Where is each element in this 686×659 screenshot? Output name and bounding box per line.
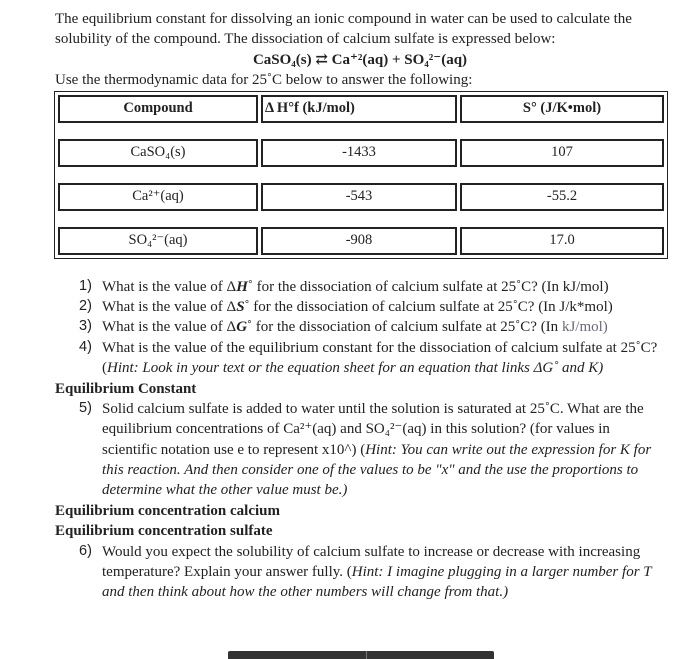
cell-enthalpy: -1433	[261, 139, 457, 167]
table-header-row	[58, 95, 664, 123]
question-number: 3)	[79, 318, 92, 335]
bottom-toolbar[interactable]	[228, 651, 494, 659]
question-6: 6) Would you expect the solubility of calcium sulfate to increase or decrease with increasing temperature? Explain your answer fully. (Hint: I imagine plugging in a larger number for T and then think about how the other numbers will change from that.)	[79, 542, 652, 601]
question-number: 2)	[79, 297, 92, 314]
thermodynamic-data-table	[54, 91, 668, 259]
answer-label-equilibrium-constant: Equilibrium Constant	[55, 380, 197, 397]
cell-enthalpy: -543	[261, 183, 457, 211]
hint-text: Hint: You can write out the expression for K for this reaction. And then consider one of the values to be "x" and the use the proportions to determine what the other value must be.)	[102, 441, 652, 499]
question-2: 2) What is the value of ΔS˚ for the dissociation of calcium sulfate at 25˚C? (In J/k*mol)	[79, 297, 613, 315]
question-5: 5) Solid calcium sulfate is added to water until the solution is saturated at 25˚C. What are the equilibrium concentrations of Ca²⁺(aq) and SO₄²⁻(aq) in this solution? (for values in scientific notation use e to represent x10^) (Hint: You can write out the expression for K for this reaction. And then consider one of the values to be "x" and the use the proportions to determine what the other value must be.)	[79, 399, 652, 499]
dissociation-equation: CaSO₄(s) ⇄ Ca⁺²(aq) + SO₄²⁻(aq)	[252, 51, 468, 68]
cell-enthalpy: -908	[261, 227, 457, 255]
question-4: 4) What is the value of the equilibrium constant for the dissociation of calcium sulfate at 25˚C? (Hint: Look in your text or the equation sheet for an equation that links ΔG˚ and K)	[79, 338, 658, 377]
table-row	[58, 139, 664, 167]
cell-entropy: 17.0	[460, 227, 664, 255]
cell-entropy: -55.2	[460, 183, 664, 211]
document	[55, 9, 665, 603]
cell-compound: Ca²⁺(aq)	[58, 183, 258, 211]
cell-compound: CaSO₄(s)	[58, 139, 258, 167]
question-number: 6)	[79, 542, 92, 559]
question-list	[55, 277, 665, 379]
hint-text: Hint: Look in your text or the equation sheet for an equation that links ΔG˚ and K)	[107, 360, 604, 377]
question-number: 5)	[79, 399, 92, 416]
answer-label-concentration-calcium: Equilibrium concentration calcium	[55, 502, 280, 519]
cell-compound: SO₄²⁻(aq)	[58, 227, 258, 255]
question-number: 4)	[79, 338, 92, 355]
table-instruction: Use the thermodynamic data for 25˚C below to answer the following:	[55, 72, 473, 89]
table-row	[58, 183, 664, 211]
hint-text: Hint: I imagine plugging in a larger number for T and then think about how the other numbers will change from that.)	[102, 564, 652, 601]
table-row	[58, 227, 664, 255]
answer-label-concentration-sulfate: Equilibrium concentration sulfate	[55, 523, 273, 540]
header-enthalpy: Δ H°f (kJ/mol)	[261, 95, 457, 123]
header-entropy: S° (J/K•mol)	[460, 95, 664, 123]
question-number: 1)	[79, 277, 92, 294]
header-compound: Compound	[58, 95, 258, 123]
intro-paragraph: The equilibrium constant for dissolving an ionic compound in water can be used to calculate the solubility of the compound. The dissociation of calcium sulfate is expressed below:	[55, 11, 632, 48]
question-1: 1) What is the value of ΔH˚ for the dissociation of calcium sulfate at 25˚C? (In kJ/mol)	[79, 277, 609, 295]
cell-entropy: 107	[460, 139, 664, 167]
toolbar-divider	[366, 651, 367, 659]
question-3: 3) What is the value of ΔG˚ for the dissociation of calcium sulfate at 25˚C? (In kJ/mol)	[79, 318, 608, 336]
